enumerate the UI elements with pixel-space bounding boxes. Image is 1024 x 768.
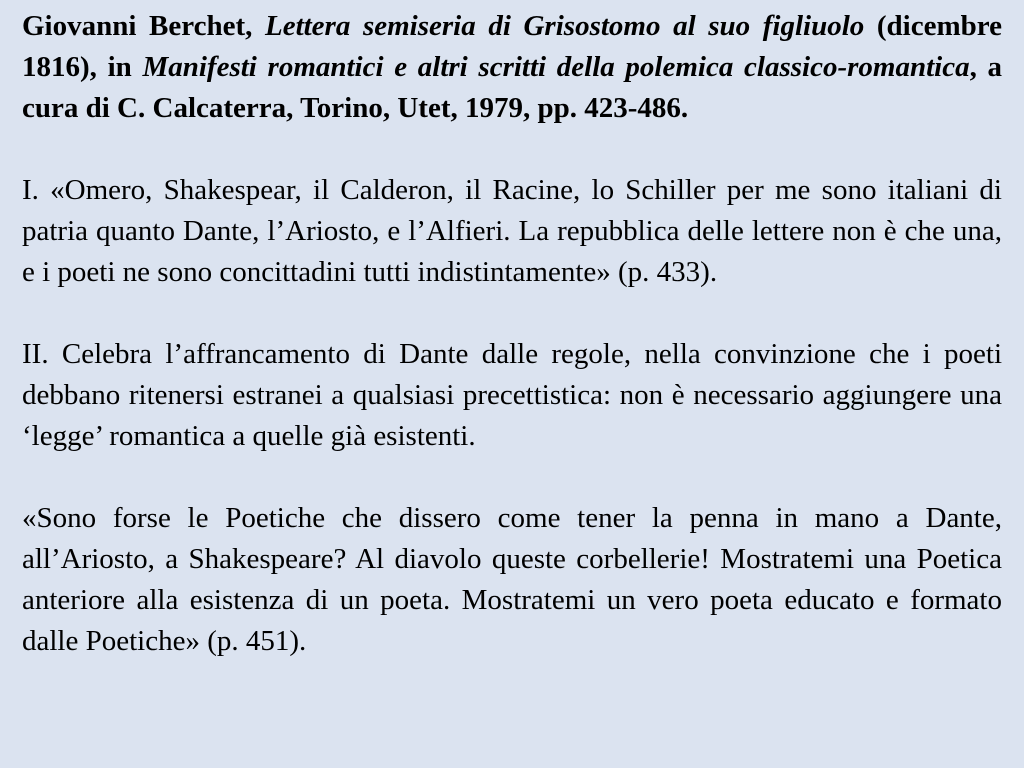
spacer (22, 457, 1002, 498)
publication-details: , a cura di C. Calcaterra, Torino, Utet, 1979, pp. 423-486. (22, 51, 1003, 124)
spacer (22, 129, 1002, 170)
bibliographic-reference (22, 6, 1002, 129)
collection-title: Manifesti romantici e altri scritti della polemica classico-romantica (142, 51, 970, 83)
author-name: Giovanni Berchet, (22, 10, 265, 42)
spacer (22, 293, 1002, 334)
paragraph-one: I. «Omero, Shakespear, il Calderon, il Racine, lo Schiller per me sono italiani di patria quanto Dante, l’Ariosto, e l’Alfieri. La repubblica delle lettere non è che una, e i poeti ne sono concittadini tutti indistintamente» (p. 433). (22, 174, 1002, 288)
quotation-paragraph: «Sono forse le Poetiche che dissero come tener la penna in mano a Dante, all’Ariosto, a Shakespeare? Al diavolo queste corbellerie! Mostratemi una Poetica anteriore alla esistenza di un poeta. Mostratemi un vero poeta educato e formato dalle Poetiche» (p. 451). (22, 502, 1002, 657)
work-date: (dicembre 1816), in (22, 10, 1002, 83)
paragraph-two: II. Celebra l’affrancamento di Dante dalle regole, nella convinzione che i poeti debbano ritenersi estranei a qualsiasi precettistica: non è necessario aggiungere una ‘legge’ romantica a quelle già esistenti. (22, 338, 1002, 452)
work-title: Lettera semiseria di Grisostomo al suo figliuolo (264, 10, 865, 42)
